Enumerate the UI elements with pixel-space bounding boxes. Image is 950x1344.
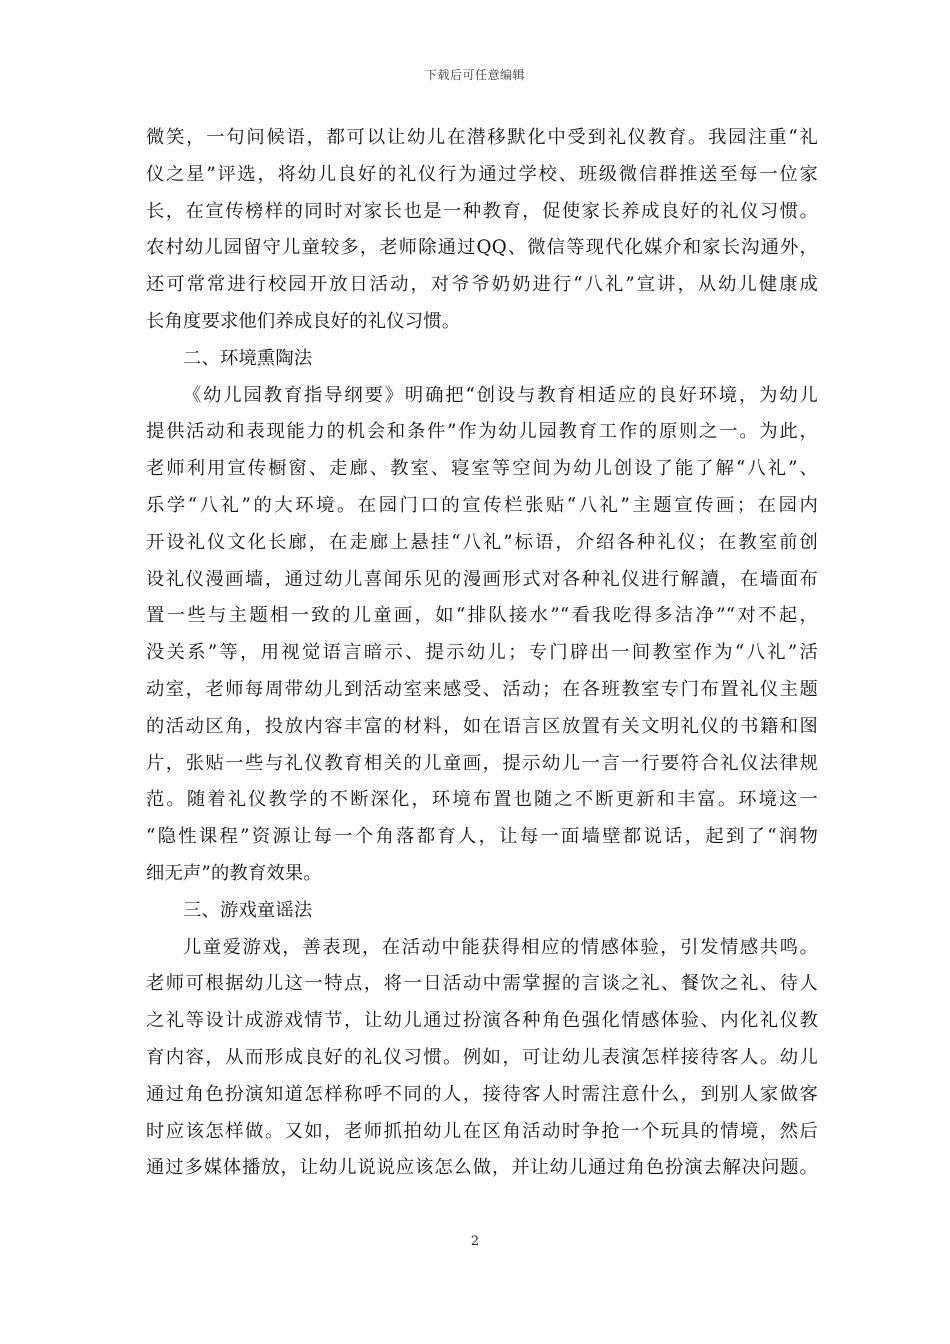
text-line: 育内容，从而形成良好的礼仪习惯。例如，可让幼儿表演怎样接待客人。幼儿 bbox=[146, 1046, 818, 1068]
text-line: 细无声”的教育效果。 bbox=[146, 862, 322, 884]
document-body bbox=[146, 120, 818, 1187]
text-line: 微笑，一句问候语，都可以让幼儿在潜移默化中受到礼仪教育。我园注重“礼 bbox=[146, 127, 818, 148]
text-line: “隐性课程”资源让每一个角落都育人，让每一面墙壁都说话，起到了“润物 bbox=[146, 826, 818, 848]
text-line: 开设礼仪文化长廊，在走廊上悬挂“八礼”标语，介绍各种礼仪；在教室前创 bbox=[146, 531, 818, 553]
text-line: 的活动区角，投放内容丰富的材料，如在语言区放置有关文明礼仪的书籍和图 bbox=[146, 715, 818, 737]
text-line: 提供活动和表现能力的机会和条件”作为幼儿园教育工作的原则之一。为此， bbox=[146, 421, 818, 443]
text-line: 长，在宣传榜样的同时对家长也是一种教育，促使家长养成良好的礼仪习惯。 bbox=[146, 200, 818, 222]
text-line: 乐学“八礼”的大环境。在园门口的宣传栏张贴“八礼”主题宣传画；在园内 bbox=[146, 494, 818, 516]
page-header: 下载后可任意编辑 bbox=[424, 68, 525, 82]
text-line: 没关系”等，用视觉语言暗示、提示幼儿；专门辟出一间教室作为“八礼”活 bbox=[146, 642, 818, 664]
text-line: 还可常常进行校园开放日活动，对爷爷奶奶进行“八礼”宣讲，从幼儿健康成 bbox=[146, 274, 818, 296]
text-line: 农村幼儿园留守儿童较多，老师除通过QQ、微信等现代化媒介和家长沟通外， bbox=[146, 237, 818, 259]
text-line: 通过多媒体播放，让幼儿说说应该怎么做，并让幼儿通过角色扮演去解决问题。 bbox=[146, 1157, 818, 1179]
text-line: 长角度要求他们养成良好的礼仪习惯。 bbox=[146, 310, 461, 332]
text-line: 动室，老师每周带幼儿到活动室来感受、活动；在各班教室专门布置礼仪主题 bbox=[146, 678, 818, 700]
text-line: 片，张贴一些与礼仪教育相关的儿童画，提示幼儿一言一行要符合礼仪法律规 bbox=[146, 752, 818, 774]
text-line: 时应该怎样做。又如，老师抓拍幼儿在区角活动时争抢一个玩具的情境，然后 bbox=[146, 1120, 818, 1142]
text-line: 老师利用宣传橱窗、走廊、教室、寝室等空间为幼儿创设了能了解“八礼”、 bbox=[146, 458, 818, 480]
section-heading: 二、环境熏陶法 bbox=[183, 347, 313, 369]
text-line: 之礼等设计成游戏情节，让幼儿通过扮演各种角色强化情感体验、内化礼仪教 bbox=[146, 1010, 818, 1032]
page-number: 2 bbox=[470, 1234, 480, 1249]
text-line: 老师可根据幼儿这一特点，将一日活动中需掌握的言谈之礼、餐饮之礼、待人 bbox=[146, 973, 818, 995]
text-line: 范。随着礼仪教学的不断深化，环境布置也随之不断更新和丰富。环境这一 bbox=[146, 789, 818, 811]
text-line: 儿童爱游戏，善表现，在活动中能获得相应的情感体验，引发情感共鸣。 bbox=[183, 936, 818, 958]
text-line: 《幼儿园教育指导纲要》明确把“创设与教育相适应的良好环境，为幼儿 bbox=[183, 384, 818, 406]
section-heading: 三、游戏童谣法 bbox=[183, 899, 313, 921]
text-line: 置一些与主题相一致的儿童画，如“排队接水”“看我吃得多洁净”“对不起， bbox=[146, 605, 818, 627]
text-line: 仪之星”评选，将幼儿良好的礼仪行为通过学校、班级微信群推送至每一位家 bbox=[146, 163, 818, 185]
text-line: 设礼仪漫画墙，通过幼儿喜闻乐见的漫画形式对各种礼仪进行解讀，在墙面布 bbox=[146, 568, 818, 590]
text-line: 通过角色扮演知道怎样称呼不同的人，接待客人时需注意什么，到别人家做客 bbox=[146, 1083, 818, 1105]
